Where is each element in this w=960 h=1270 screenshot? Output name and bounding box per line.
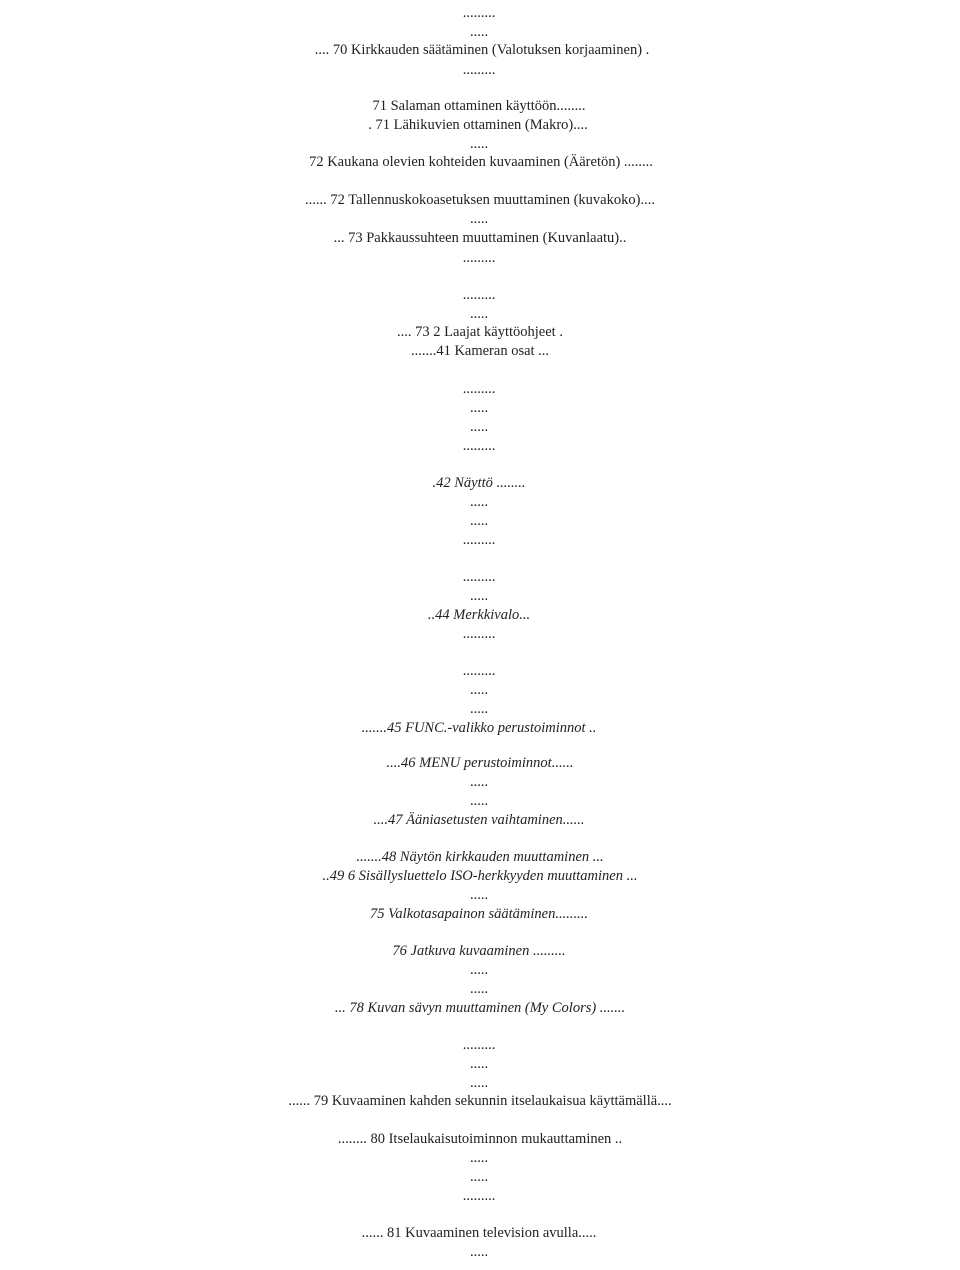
toc-entry: . 71 Lähikuvien ottaminen (Makro).... [368,117,588,133]
toc-leader-dots: ......... [462,569,496,585]
toc-leader-dots: ..... [469,887,489,903]
toc-entry: .42 Näyttö ........ [432,475,526,491]
toc-entry: .... 70 Kirkkauden säätäminen (Valotuksen korjaaminen) . [314,42,650,58]
toc-entry: 71 Salaman ottaminen käyttöön........ [372,98,586,114]
toc-leader-dots: ..... [469,136,489,152]
toc-leader-dots: ......... [462,287,496,303]
toc-leader-dots: ......... [462,62,496,78]
toc-entry: ....46 MENU perustoiminnot...... [386,755,574,771]
toc-entry: 72 Kaukana olevien kohteiden kuvaaminen (Ääretön) ........ [309,154,653,170]
toc-leader-dots: ..... [469,211,489,227]
toc-entry: 76 Jatkuva kuvaaminen ......... [392,943,566,959]
toc-entry: .......41 Kameran osat ... [410,343,550,359]
toc-leader-dots: ......... [462,532,496,548]
toc-leader-dots: ..... [469,494,489,510]
toc-leader-dots: ......... [462,438,496,454]
toc-leader-dots: ......... [462,250,496,266]
toc-entry: .......45 FUNC.-valikko perustoiminnot .. [361,720,597,736]
toc-leader-dots: ..... [469,400,489,416]
toc-leader-dots: ......... [462,626,496,642]
toc-leader-dots: ..... [469,1169,489,1185]
toc-leader-dots: ..... [469,1075,489,1091]
toc-entry: ...... 79 Kuvaaminen kahden sekunnin itselaukaisua käyttämällä.... [288,1093,672,1109]
toc-leader-dots: ..... [469,513,489,529]
toc-leader-dots: ..... [469,793,489,809]
toc-leader-dots: ......... [462,381,496,397]
toc-entry: ... 73 Pakkaussuhteen muuttaminen (Kuvanlaatu).. [333,230,627,246]
toc-leader-dots: ..... [469,701,489,717]
toc-leader-dots: ..... [469,306,489,322]
toc-leader-dots: ..... [469,588,489,604]
toc-leader-dots: ..... [469,962,489,978]
toc-leader-dots: ......... [462,1188,496,1204]
toc-leader-dots: ..... [469,24,489,40]
toc-leader-dots: ..... [469,1150,489,1166]
toc-leader-dots: ......... [462,5,496,21]
toc-leader-dots: ..... [469,1244,489,1260]
toc-entry: ...... 72 Tallennuskokoasetuksen muuttaminen (kuvakoko).... [305,192,655,208]
toc-leader-dots: ......... [462,663,496,679]
toc-leader-dots: ......... [462,1037,496,1053]
toc-entry: ..44 Merkkivalo... [427,607,531,623]
toc-entry: 75 Valkotasapainon säätäminen......... [370,906,588,922]
toc-entry: ....47 Ääniasetusten vaihtaminen...... [373,812,585,828]
toc-entry: ...... 81 Kuvaaminen television avulla..... [361,1225,597,1241]
toc-leader-dots: ..... [469,419,489,435]
toc-entry: ..49 6 Sisällysluettelo ISO-herkkyyden muuttaminen ... [322,868,638,884]
toc-entry: .... 73 2 Laajat käyttöohjeet . [397,324,563,340]
toc-entry: ... 78 Kuvan sävyn muuttaminen (My Colors) ....... [334,1000,626,1016]
toc-leader-dots: ..... [469,682,489,698]
toc-leader-dots: ..... [469,774,489,790]
toc-leader-dots: ..... [469,981,489,997]
toc-entry: .......48 Näytön kirkkauden muuttaminen ... [356,849,604,865]
toc-entry: ........ 80 Itselaukaisutoiminnon mukauttaminen .. [337,1131,623,1147]
toc-leader-dots: ..... [469,1056,489,1072]
